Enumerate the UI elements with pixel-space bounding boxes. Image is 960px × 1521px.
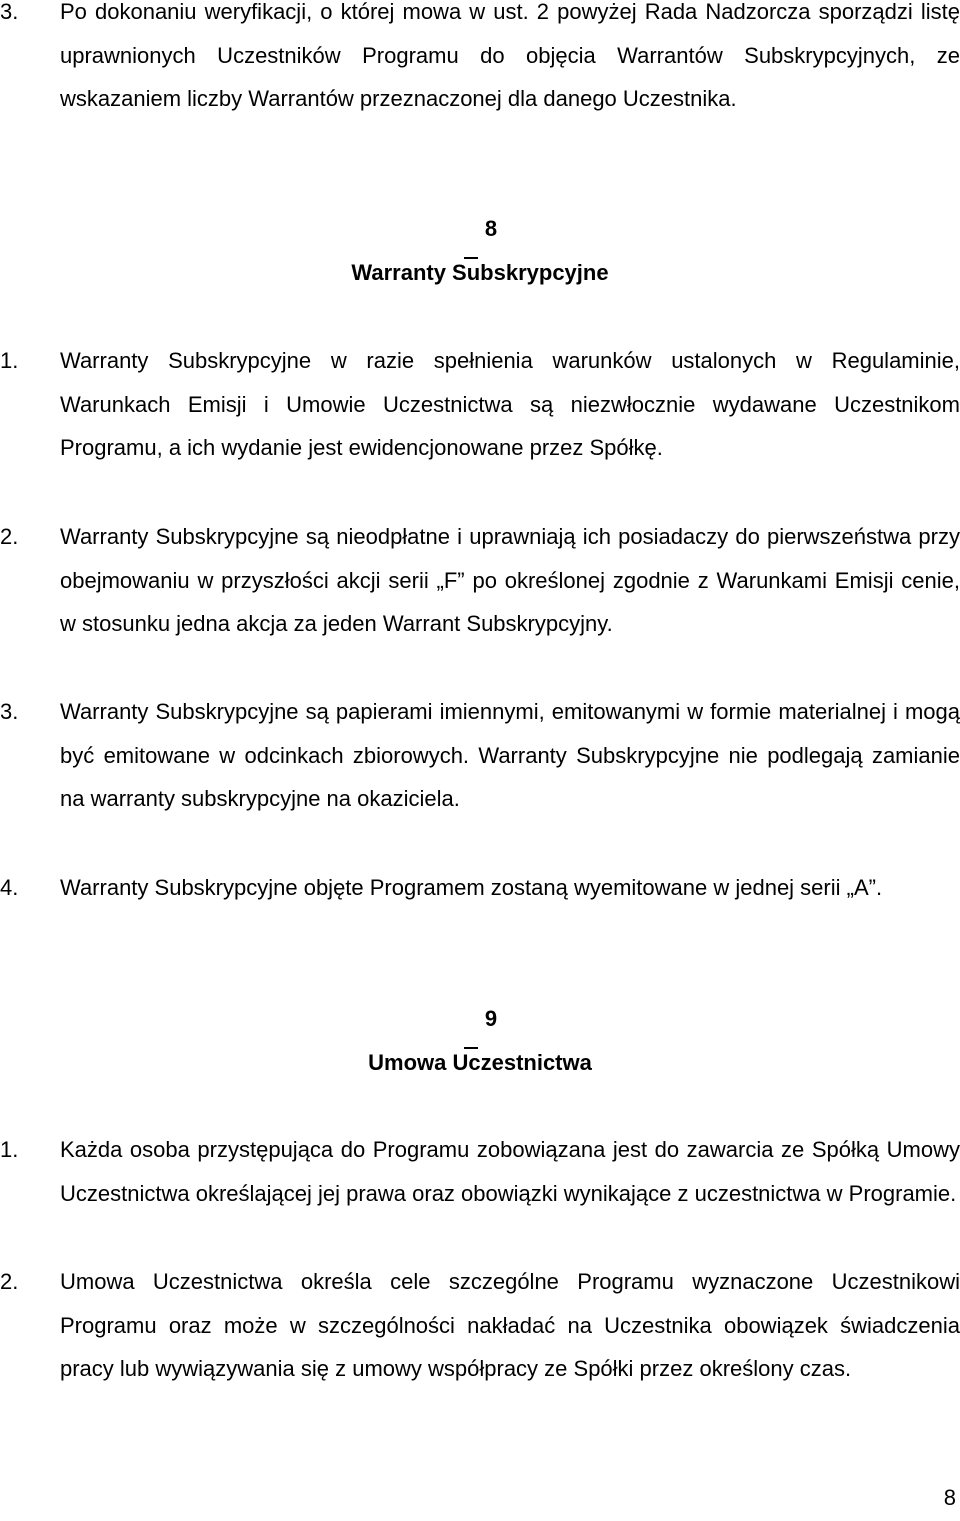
list-item-number: 1. [0, 1137, 19, 1162]
list-item-text: Warranty Subskrypcyjne są papierami imiennymi, emitowanymi w formie materialnej i mogą być emitowane w odcinkach zbiorowych. Warranty Subskrypcyjne nie podlegają zamianie na warranty subskrypcyjne na okaziciela. [60, 699, 960, 812]
section-number-9 [463, 997, 497, 1041]
list-item-text: Warranty Subskrypcyjne objęte Programem zostaną wyemitowane w jednej serii „A”. [60, 875, 883, 900]
list-item-number: 4. [0, 875, 19, 900]
list-item [0, 690, 960, 821]
section-number-8 [463, 207, 497, 251]
list-item-number: 2. [0, 524, 19, 549]
list-item-number: 3. [0, 699, 19, 724]
list-item [0, 1260, 960, 1391]
list-item-text: Po dokonaniu weryfikacji, o której mowa w ust. 2 powyżej Rada Nadzorcza sporządzi listę uprawnionych Uczestników Programu do objęcia Warrantów Subskrypcyjnych, ze wskazaniem liczby Warrantów przeznaczonej dla danego Uczestnika. [60, 0, 960, 112]
page-number: 8 [943, 1485, 956, 1510]
list-item [0, 1128, 960, 1215]
list-item-number: 3. [0, 0, 19, 24]
list-item [0, 866, 960, 910]
section-title-8: Warranty Subskrypcyjne [351, 260, 609, 285]
list-item-text: Umowa Uczestnictwa określa cele szczególne Programu wyznaczone Uczestnikowi Programu oraz może w szczególności nakładać na Uczestnika obowiązek świadczenia pracy lub wywiązywania się z umowy współpracy ze Spółki przez określony czas. [60, 1269, 960, 1382]
section-title-9: Umowa Uczestnictwa [368, 1050, 592, 1075]
list-item [0, 0, 960, 121]
section-number-text: 9 [484, 1006, 498, 1031]
list-item-text: Warranty Subskrypcyjne są nieodpłatne i uprawniają ich posiadaczy do pierwszeństwa przy obejmowaniu w przyszłości akcji serii „F” po określonej zgodnie z Warunkami Emisji cenie, w stosunku jedna akcja za jeden Warrant Subskrypcyjny. [60, 524, 960, 637]
section-number-text: 8 [484, 216, 498, 241]
list-item-number: 2. [0, 1269, 19, 1294]
list-item-text: Każda osoba przystępująca do Programu zobowiązana jest do zawarcia ze Spółką Umowy Uczestnictwa określającej jej prawa oraz obowiązki wynikające z uczestnictwa w Programie. [60, 1137, 960, 1206]
list-item [0, 339, 960, 470]
list-item-number: 1. [0, 348, 19, 373]
list-item-text: Warranty Subskrypcyjne w razie spełnienia warunków ustalonych w Regulaminie, Warunkach Emisji i Umowie Uczestnictwa są niezwłocznie wydawane Uczestnikom Programu, a ich wydanie jest ewidencjonowane przez Spółkę. [60, 348, 960, 461]
list-item [0, 515, 960, 646]
